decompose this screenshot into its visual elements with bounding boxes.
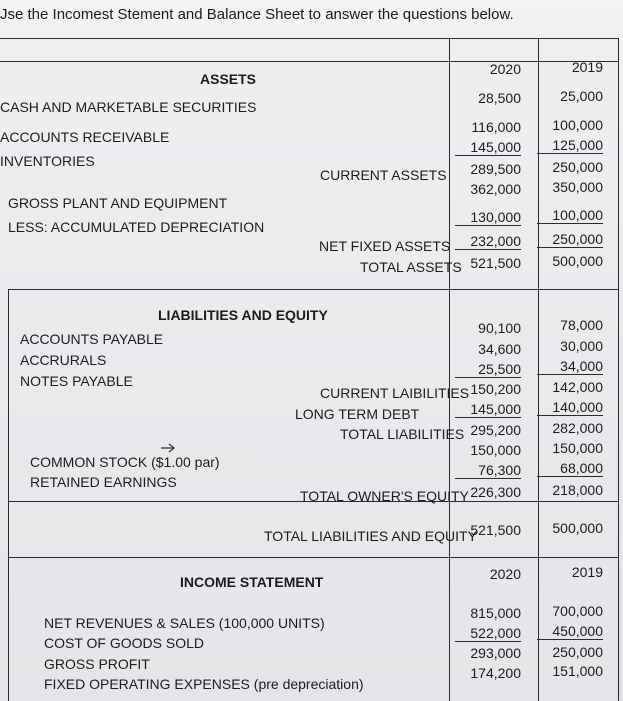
total-liab-2019: 282,000 <box>552 420 603 436</box>
common-label: COMMON STOCK ($1.00 par) <box>30 454 220 470</box>
cash-2020: 28,500 <box>478 90 521 106</box>
column-divider <box>449 39 450 701</box>
lt-debt-2019: 140,000 <box>537 399 603 416</box>
cogs-label: COST OF GOODS SOLD <box>44 635 204 651</box>
receivables-2019: 100,000 <box>552 117 603 133</box>
assets-title: ASSETS <box>200 71 257 87</box>
net-fixed-label: NET FIXED ASSETS <box>319 238 451 254</box>
inventories-2019: 125,000 <box>537 137 603 154</box>
column-divider <box>8 289 9 701</box>
common-2020: 150,000 <box>470 442 521 458</box>
lt-debt-label: LONG TERM DEBT <box>295 406 420 422</box>
current-liab-label: CURRENT LAIBILITIES <box>320 385 470 401</box>
fixed-opex-label: FIXED OPERATING EXPENSES (pre depreciation) <box>44 676 364 692</box>
pointer-arrow-icon <box>160 442 178 454</box>
gross-2019: 250,000 <box>552 644 603 660</box>
fixed-opex-2019: 151,000 <box>552 663 603 679</box>
year-header-2020: 2020 <box>489 61 521 77</box>
cash-2019: 25,000 <box>560 88 603 104</box>
receivables-label: ACCOUNTS RECEIVABLE <box>0 129 170 145</box>
gross-2020: 293,000 <box>470 645 521 661</box>
inventories-2020: 145,000 <box>455 139 521 156</box>
gross-ppe-2019: 350,000 <box>552 179 603 195</box>
total-assets-2019: 500,000 <box>552 253 603 269</box>
accruals-2020: 34,600 <box>478 341 521 357</box>
accruals-label: ACCRURALS <box>20 352 107 368</box>
row-divider <box>8 289 618 290</box>
notes-2019: 34,000 <box>537 358 603 375</box>
payable-2020: 90,100 <box>478 320 521 336</box>
total-le-2020: 521,500 <box>470 522 521 538</box>
income-year-2019: 2019 <box>571 564 603 580</box>
total-liab-label: TOTAL LIABILITIES <box>340 426 465 442</box>
current-assets-label: CURRENT ASSETS <box>320 167 447 183</box>
current-assets-2019: 250,000 <box>552 159 603 175</box>
lt-debt-2020: 145,000 <box>455 401 521 418</box>
receivables-2020: 116,000 <box>471 119 521 135</box>
revenues-2019: 700,000 <box>552 603 603 619</box>
total-le-label: TOTAL LIABILITIES AND EQUITY <box>264 528 477 544</box>
cogs-2019: 450,000 <box>537 623 603 640</box>
gross-ppe-label: GROSS PLANT AND EQUIPMENT <box>8 195 228 211</box>
inventories-label: INVENTORIES <box>0 153 95 169</box>
notes-2020: 25,500 <box>455 361 521 378</box>
fixed-opex-2020: 174,200 <box>470 665 521 681</box>
common-2019: 150,000 <box>552 440 603 456</box>
acc-dep-label: LESS: ACCUMULATED DEPRECIATION <box>8 219 265 235</box>
row-divider <box>0 61 618 62</box>
equity-2020: 226,300 <box>470 484 521 500</box>
income-title: INCOME STATEMENT <box>180 574 324 590</box>
revenues-2020: 815,000 <box>470 605 521 621</box>
revenues-label: NET REVENUES & SALES (100,000 UNITS) <box>44 615 325 631</box>
acc-dep-2020: 130,000 <box>455 209 521 226</box>
acc-dep-2019: 100,000 <box>537 207 603 224</box>
instructions-text: Jse the Incomest Stement and Balance Sheet to answer the questions below. <box>0 6 514 23</box>
financial-statements-table <box>0 38 619 701</box>
equity-2019: 218,000 <box>552 482 603 498</box>
year-header-2019: 2019 <box>571 59 603 75</box>
net-fixed-2019: 250,000 <box>537 231 603 248</box>
payable-2019: 78,000 <box>560 317 603 333</box>
current-liab-2019: 142,000 <box>552 379 603 395</box>
total-assets-2020: 521,500 <box>470 255 521 271</box>
total-liab-2020: 295,200 <box>470 422 521 438</box>
equity-label: TOTAL OWNER'S EQUITY <box>300 488 469 504</box>
income-year-2020: 2020 <box>489 566 521 582</box>
retained-2019: 68,000 <box>537 460 603 477</box>
retained-2020: 76,300 <box>455 462 521 479</box>
accruals-2019: 30,000 <box>560 338 603 354</box>
retained-label: RETAINED EARNINGS <box>30 474 177 490</box>
total-le-2019: 500,000 <box>552 520 603 536</box>
cash-label: CASH AND MARKETABLE SECURITIES <box>0 99 257 115</box>
net-fixed-2020: 232,000 <box>455 233 521 250</box>
gross-ppe-2020: 362,000 <box>470 181 521 197</box>
current-assets-2020: 289,500 <box>470 161 521 177</box>
notes-label: NOTES PAYABLE <box>20 373 133 389</box>
row-divider <box>8 557 618 558</box>
current-liab-2020: 150,200 <box>470 381 521 397</box>
payable-label: ACCOUNTS PAYABLE <box>20 331 164 347</box>
cogs-2020: 522,000 <box>455 625 521 642</box>
gross-label: GROSS PROFIT <box>44 656 150 672</box>
total-assets-label: TOTAL ASSETS <box>360 259 462 275</box>
liabilities-title: LIABILITIES AND EQUITY <box>158 307 328 323</box>
